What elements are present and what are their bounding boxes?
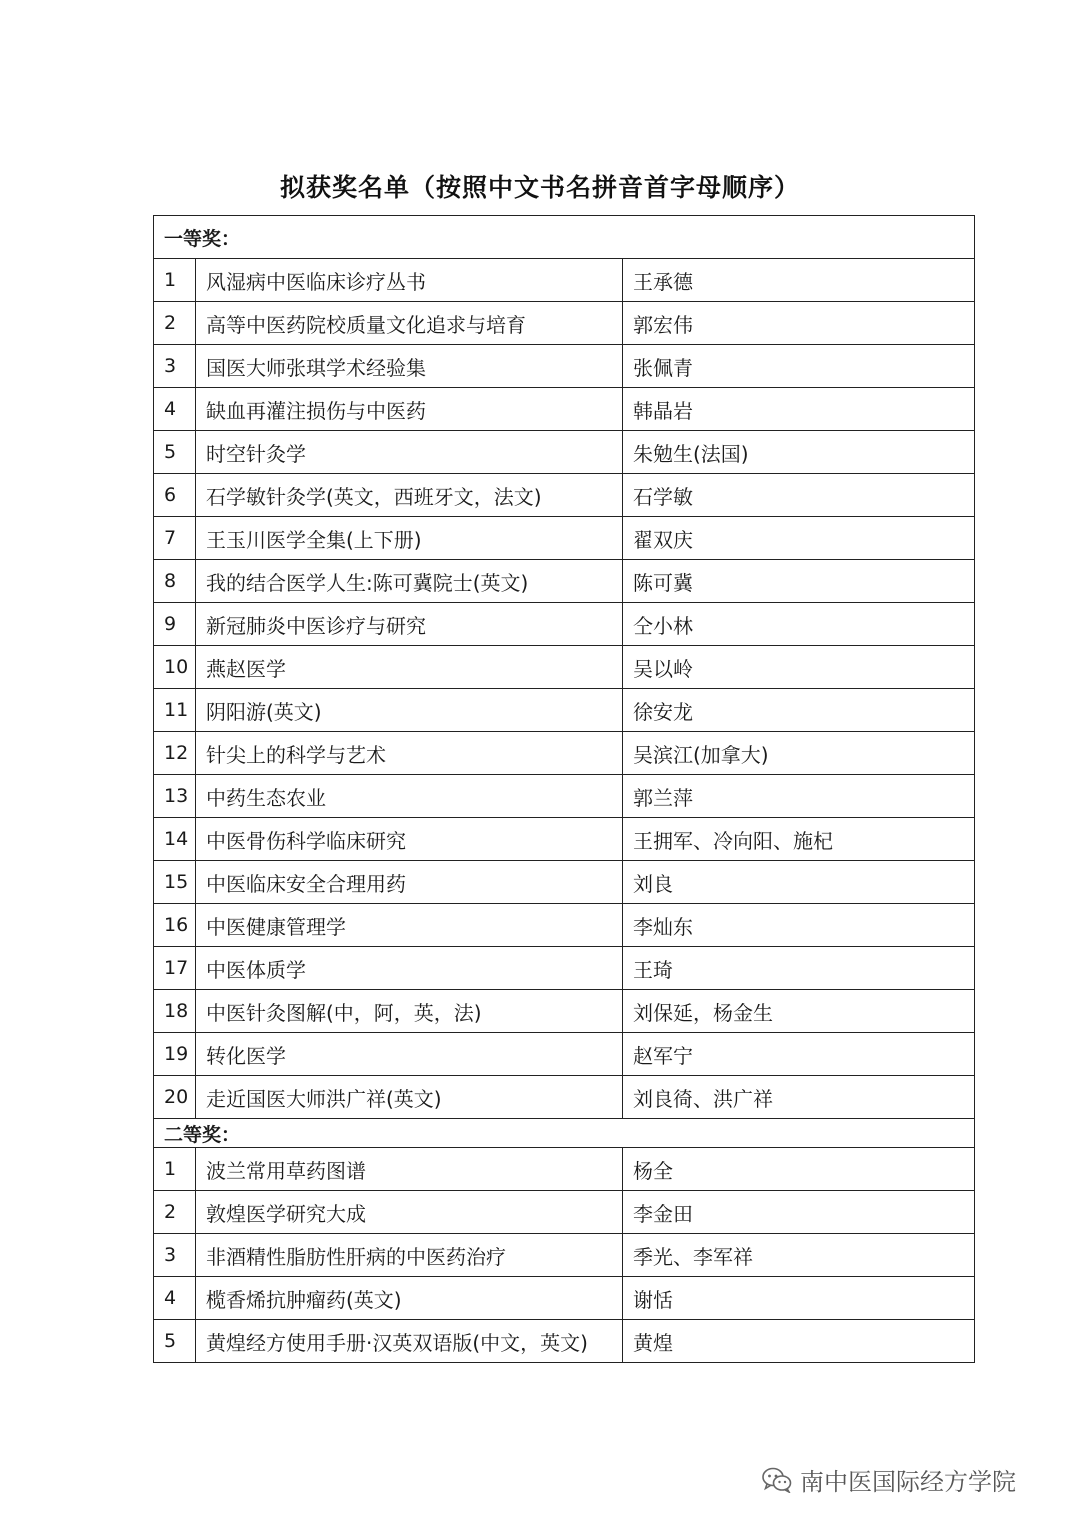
author-name: 朱勉生(法国) (623, 431, 975, 474)
book-title: 针尖上的科学与艺术 (196, 732, 623, 775)
book-title: 时空针灸学 (196, 431, 623, 474)
book-title: 风湿病中医临床诊疗丛书 (196, 259, 623, 302)
author-name: 韩晶岩 (623, 388, 975, 431)
author-name: 石学敏 (623, 474, 975, 517)
author-name: 李金田 (623, 1191, 975, 1234)
author-name: 郭宏伟 (623, 302, 975, 345)
table-row (154, 1076, 975, 1119)
author-name: 李灿东 (623, 904, 975, 947)
book-title: 中医针灸图解(中，阿，英，法) (196, 990, 623, 1033)
award-table-body (154, 216, 975, 1363)
row-number: 5 (154, 1320, 196, 1363)
row-number: 9 (154, 603, 196, 646)
row-number: 18 (154, 990, 196, 1033)
table-row (154, 517, 975, 560)
book-title: 中医临床安全合理用药 (196, 861, 623, 904)
book-title: 新冠肺炎中医诊疗与研究 (196, 603, 623, 646)
author-name: 吴滨江(加拿大) (623, 732, 975, 775)
book-title: 燕赵医学 (196, 646, 623, 689)
row-number: 12 (154, 732, 196, 775)
row-number: 4 (154, 388, 196, 431)
row-number: 1 (154, 259, 196, 302)
row-number: 20 (154, 1076, 196, 1119)
row-number: 3 (154, 345, 196, 388)
row-number: 3 (154, 1234, 196, 1277)
table-row (154, 345, 975, 388)
author-name: 刘保延，杨金生 (623, 990, 975, 1033)
author-name: 谢恬 (623, 1277, 975, 1320)
book-title: 缺血再灌注损伤与中医药 (196, 388, 623, 431)
author-name: 王琦 (623, 947, 975, 990)
book-title: 转化医学 (196, 1033, 623, 1076)
book-title: 波兰常用草药图谱 (196, 1148, 623, 1191)
row-number: 7 (154, 517, 196, 560)
row-number: 10 (154, 646, 196, 689)
book-title: 中医骨伤科学临床研究 (196, 818, 623, 861)
row-number: 8 (154, 560, 196, 603)
account-watermark (762, 1462, 1016, 1497)
table-row (154, 1234, 975, 1277)
row-number: 1 (154, 1148, 196, 1191)
table-row (154, 861, 975, 904)
row-number: 17 (154, 947, 196, 990)
book-title: 高等中医药院校质量文化追求与培育 (196, 302, 623, 345)
table-row (154, 560, 975, 603)
book-title: 敦煌医学研究大成 (196, 1191, 623, 1234)
author-name: 黄煌 (623, 1320, 975, 1363)
author-name: 徐安龙 (623, 689, 975, 732)
author-name: 仝小林 (623, 603, 975, 646)
table-row (154, 1191, 975, 1234)
row-number: 14 (154, 818, 196, 861)
section-header-second (154, 1119, 975, 1148)
wechat-icon (762, 1467, 792, 1493)
author-name: 王拥军、冷向阳、施杞 (623, 818, 975, 861)
row-number: 6 (154, 474, 196, 517)
row-number: 2 (154, 1191, 196, 1234)
author-name: 刘良 (623, 861, 975, 904)
book-title: 中医体质学 (196, 947, 623, 990)
row-number: 16 (154, 904, 196, 947)
table-row (154, 904, 975, 947)
table-row (154, 990, 975, 1033)
book-title: 非酒精性脂肪性肝病的中医药治疗 (196, 1234, 623, 1277)
table-row (154, 259, 975, 302)
author-name: 翟双庆 (623, 517, 975, 560)
book-title: 走近国医大师洪广祥(英文) (196, 1076, 623, 1119)
table-row (154, 689, 975, 732)
author-name: 郭兰萍 (623, 775, 975, 818)
watermark-text: 南中医国际经方学院 (800, 1468, 1016, 1496)
table-row (154, 775, 975, 818)
book-title: 黄煌经方使用手册·汉英双语版(中文，英文) (196, 1320, 623, 1363)
author-name: 刘良徛、洪广祥 (623, 1076, 975, 1119)
row-number: 13 (154, 775, 196, 818)
row-number: 15 (154, 861, 196, 904)
book-title: 中药生态农业 (196, 775, 623, 818)
author-name: 吴以岭 (623, 646, 975, 689)
table-row (154, 646, 975, 689)
table-row (154, 388, 975, 431)
row-number: 2 (154, 302, 196, 345)
table-row (154, 1033, 975, 1076)
author-name: 季光、李军祥 (623, 1234, 975, 1277)
book-title: 阴阳游(英文) (196, 689, 623, 732)
book-title: 石学敏针灸学(英文，西班牙文，法文) (196, 474, 623, 517)
author-name: 张佩青 (623, 345, 975, 388)
row-number: 11 (154, 689, 196, 732)
table-row (154, 818, 975, 861)
book-title: 国医大师张琪学术经验集 (196, 345, 623, 388)
table-row (154, 947, 975, 990)
table-row (154, 732, 975, 775)
table-row (154, 603, 975, 646)
section-label: 二等奖： (154, 1119, 975, 1148)
table-row (154, 474, 975, 517)
table-row (154, 302, 975, 345)
page-title: 拟获奖名单（按照中文书名拼音首字母顺序） (279, 173, 800, 202)
author-name: 赵军宁 (623, 1033, 975, 1076)
book-title: 王玉川医学全集(上下册) (196, 517, 623, 560)
table-row (154, 1148, 975, 1191)
book-title: 中医健康管理学 (196, 904, 623, 947)
table-row (154, 1320, 975, 1363)
row-number: 19 (154, 1033, 196, 1076)
book-title: 我的结合医学人生:陈可冀院士(英文) (196, 560, 623, 603)
award-list-table (153, 215, 975, 1363)
table-row (154, 431, 975, 474)
section-header-first (154, 216, 975, 259)
table-row (154, 1277, 975, 1320)
author-name: 杨全 (623, 1148, 975, 1191)
author-name: 陈可冀 (623, 560, 975, 603)
author-name: 王承德 (623, 259, 975, 302)
book-title: 榄香烯抗肿瘤药(英文) (196, 1277, 623, 1320)
section-label: 一等奖： (154, 216, 975, 259)
row-number: 5 (154, 431, 196, 474)
row-number: 4 (154, 1277, 196, 1320)
